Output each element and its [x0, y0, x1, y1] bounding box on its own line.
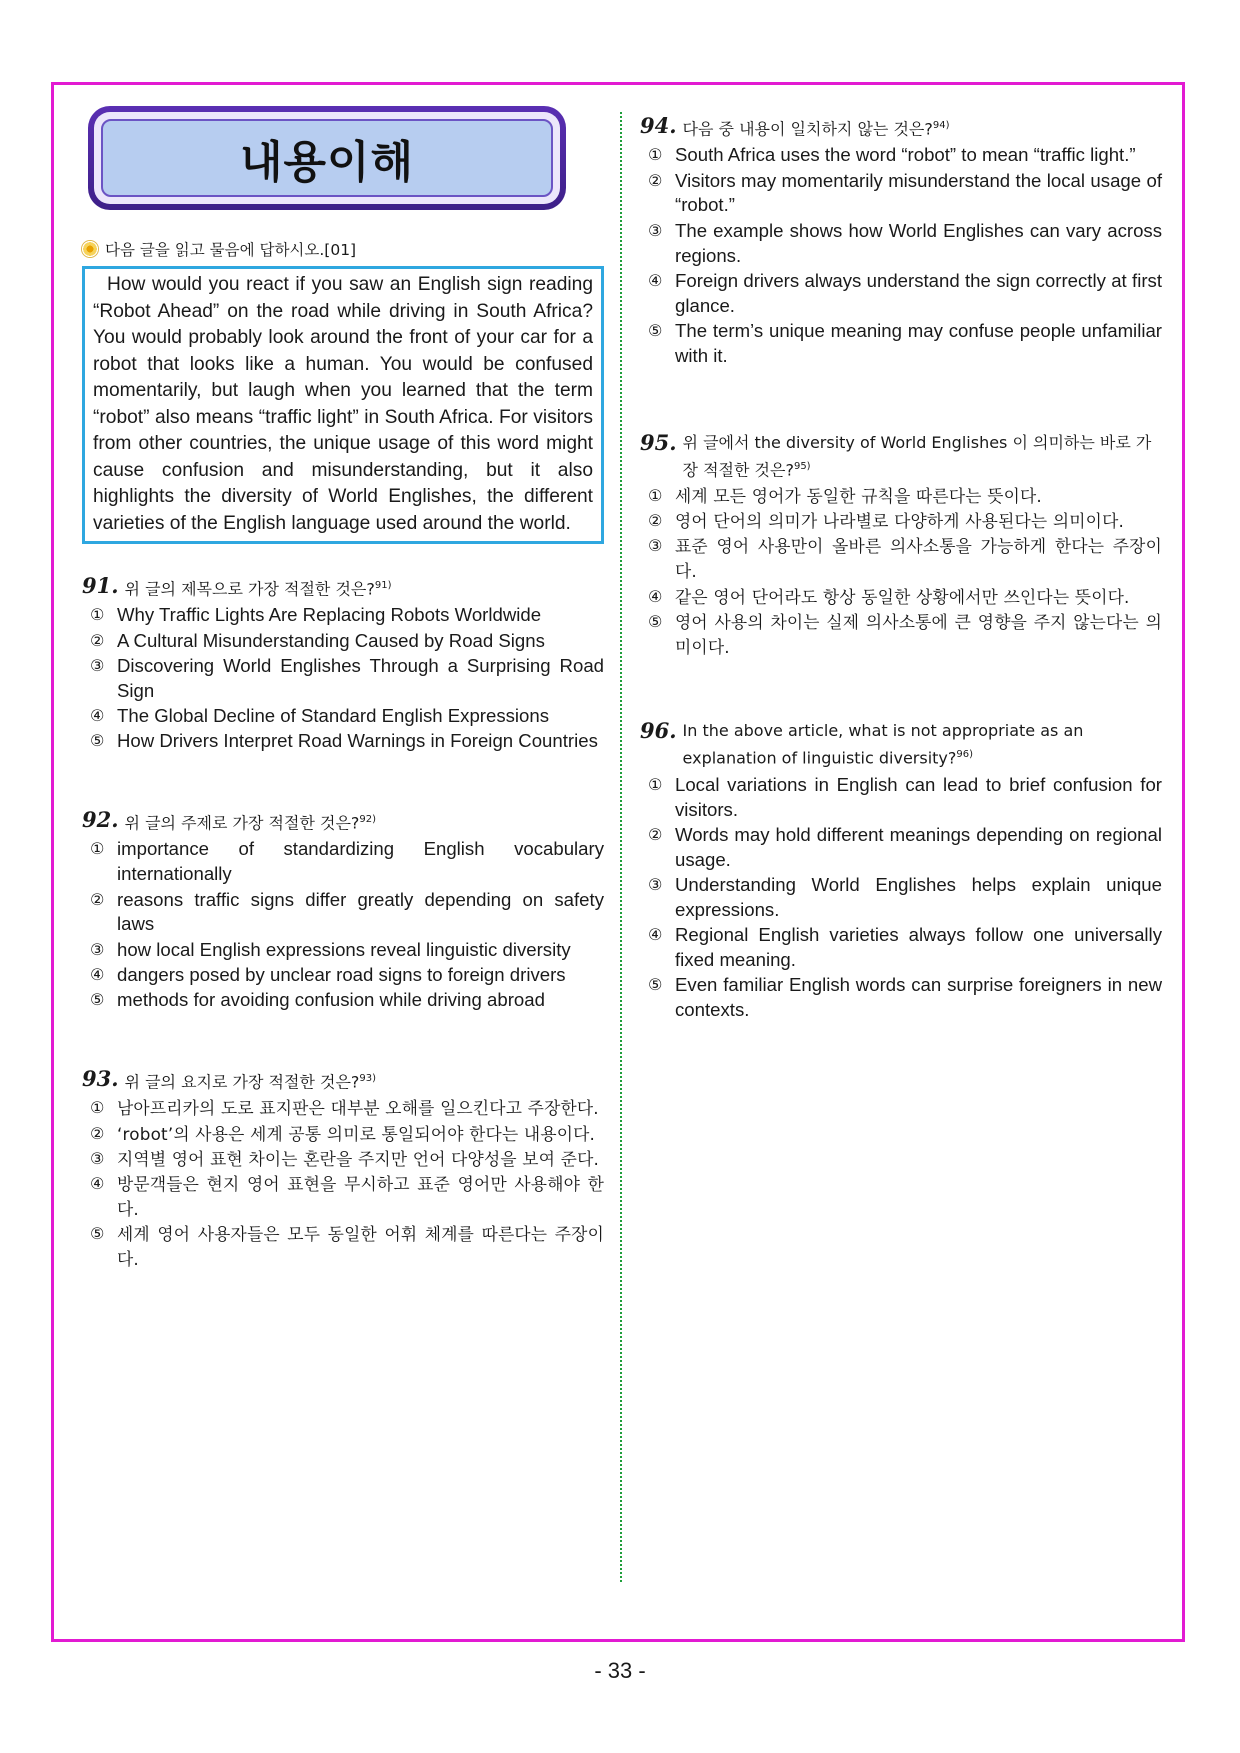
instruction	[82, 238, 604, 260]
answer-option[interactable]: ④ Regional English varieties always follow one universally fixed meaning.	[648, 924, 1162, 970]
footnote-ref: 91)	[374, 580, 392, 591]
answer-option[interactable]: ④ Foreign drivers always understand the sign correctly at first glance.	[648, 269, 1162, 316]
answer-option[interactable]: ④ 같은 영어 단어라도 항상 동일한 상황에서만 쓰인다는 뜻이다.	[648, 586, 1130, 607]
answer-option[interactable]: ⑤ The term’s unique meaning may confuse people unfamiliar with it.	[648, 319, 1162, 366]
question-96	[640, 719, 1162, 1022]
answer-option[interactable]: ① Local variations in English can lead to brief confusion for visitors.	[648, 773, 1162, 820]
footnote-ref: 93)	[359, 1073, 377, 1085]
question-94	[640, 114, 1162, 369]
section-banner	[88, 106, 566, 210]
footnote-ref: 95)	[793, 460, 811, 472]
page-number: - 33 -	[594, 1658, 646, 1683]
question-number: 94.	[640, 113, 677, 138]
answer-option[interactable]: ③ Discovering World Englishes Through a Surprising Road Sign	[90, 654, 604, 701]
answer-option[interactable]: ③ Understanding World Englishes helps explain unique expressions.	[648, 873, 1162, 920]
right-column	[640, 106, 1162, 1023]
question-95	[640, 431, 1162, 660]
answer-options	[640, 484, 1162, 660]
answer-options	[640, 773, 1162, 1023]
flower-icon	[82, 241, 98, 257]
question-text: 위 글에서 the diversity of World Englishes 이 의미하는 바로 가장 적절한 것은?$^{95)}$	[682, 432, 1152, 479]
answer-options	[640, 143, 1162, 368]
footnote-ref: 96)	[956, 749, 974, 761]
answer-option[interactable]: ⑤ methods for avoiding confusion while driving abroad	[90, 989, 545, 1011]
answer-option[interactable]: ⑤ How Drivers Interpret Road Warnings in Foreign Countries	[90, 730, 598, 752]
answer-option[interactable]: ⑤ 세계 영어 사용자들은 모두 동일한 어휘 체계를 따른다는 주장이다.	[90, 1224, 604, 1270]
answer-option[interactable]: ③ 표준 영어 사용만이 올바른 의사소통을 가능하게 한다는 주장이다.	[648, 536, 1162, 582]
answer-option[interactable]: ② 영어 단어의 의미가 나라별로 다양하게 사용된다는 의미이다.	[648, 511, 1125, 532]
answer-option[interactable]: ⑤ Even familiar English words can surprise foreigners in new contexts.	[648, 974, 1162, 1020]
question-number: 96.	[640, 718, 677, 744]
question-number: 91.	[82, 573, 119, 598]
question-text: 위 글의 주제로 가장 적절한 것은?$^{92)}$	[124, 813, 377, 833]
question-number: 95.	[640, 429, 677, 455]
answer-option[interactable]: ② ‘robot’의 사용은 세계 공통 의미로 통일되어야 한다는 내용이다.	[90, 1123, 596, 1144]
answer-option[interactable]: ④ dangers posed by unclear road signs to foreign drivers	[90, 963, 566, 985]
footnote-ref: 94)	[932, 120, 950, 131]
answer-option[interactable]: ① 세계 모든 영어가 동일한 규칙을 따른다는 뜻이다.	[648, 485, 1042, 506]
question-number: 92.	[82, 807, 119, 833]
answer-option[interactable]: ① Why Traffic Lights Are Replacing Robots Worldwide	[90, 604, 542, 626]
answer-options	[82, 837, 604, 1013]
question-number: 93.	[82, 1066, 119, 1092]
answer-option[interactable]: ① 남아프리카의 도로 표지판은 대부분 오해를 일으킨다고 주장한다.	[90, 1098, 599, 1119]
question-text: 위 글의 요지로 가장 적절한 것은?$^{93)}$	[124, 1072, 377, 1092]
question-91	[82, 574, 604, 754]
footnote-ref: 92)	[359, 814, 377, 826]
answer-options	[82, 603, 604, 754]
answer-option[interactable]: ① South Africa uses the word “robot” to mean “traffic light.”	[648, 144, 1136, 166]
answer-option[interactable]: ④ 방문객들은 현지 영어 표현을 무시하고 표준 영어만 사용해야 한다.	[90, 1174, 604, 1220]
column-divider	[620, 112, 622, 1582]
reading-passage: How would you react if you saw an English sign reading “Robot Ahead” on the road while driving in South Africa? You would probably look around the front of your car for a robot that looks like a human. You would be confused momentarily, but laugh when you learned that the term “robot” also means “traffic light” in South Africa. For visitors from other countries, the unique usage of this word might cause confusion and misunderstanding, but it also highlights the diversity of World Englishes, the different varieties of the English language used around the world.	[82, 266, 604, 544]
answer-option[interactable]: ⑤ 영어 사용의 차이는 실제 의사소통에 큰 영향을 주지 않는다는 의미이다.	[648, 611, 1162, 657]
question-text: 위 글의 제목으로 가장 적절한 것은?$^{91)}$	[124, 579, 392, 599]
answer-option[interactable]: ② reasons traffic signs differ greatly depending on safety laws	[90, 888, 604, 935]
instruction-text: 다음 글을 읽고 물음에 답하시오.[01]	[105, 241, 357, 259]
question-92	[82, 808, 604, 1013]
answer-option[interactable]: ① importance of standardizing English vocabulary internationally	[90, 838, 604, 885]
answer-option[interactable]: ③ The example shows how World Englishes can vary across regions.	[648, 219, 1162, 266]
answer-options	[82, 1096, 604, 1272]
section-title: 내용이해	[239, 137, 414, 188]
answer-option[interactable]: ④ The Global Decline of Standard English Expressions	[90, 705, 550, 727]
question-text: In the above article, what is not appropriate as an explanation of linguistic diversity?$^{96)}$	[682, 721, 1084, 768]
answer-option[interactable]: ③ how local English expressions reveal linguistic diversity	[90, 938, 571, 960]
answer-option[interactable]: ② A Cultural Misunderstanding Caused by Road Signs	[90, 629, 545, 651]
answer-option[interactable]: ② Visitors may momentarily misunderstand the local usage of “robot.”	[648, 169, 1162, 216]
answer-option[interactable]: ② Words may hold different meanings depending on regional usage.	[648, 823, 1162, 870]
answer-option[interactable]: ③ 지역별 영어 표현 차이는 혼란을 주지만 언어 다양성을 보여 준다.	[90, 1148, 600, 1169]
question-93	[82, 1067, 604, 1272]
left-column	[82, 106, 604, 1272]
question-text: 다음 중 내용이 일치하지 않는 것은?$^{94)}$	[682, 119, 950, 139]
